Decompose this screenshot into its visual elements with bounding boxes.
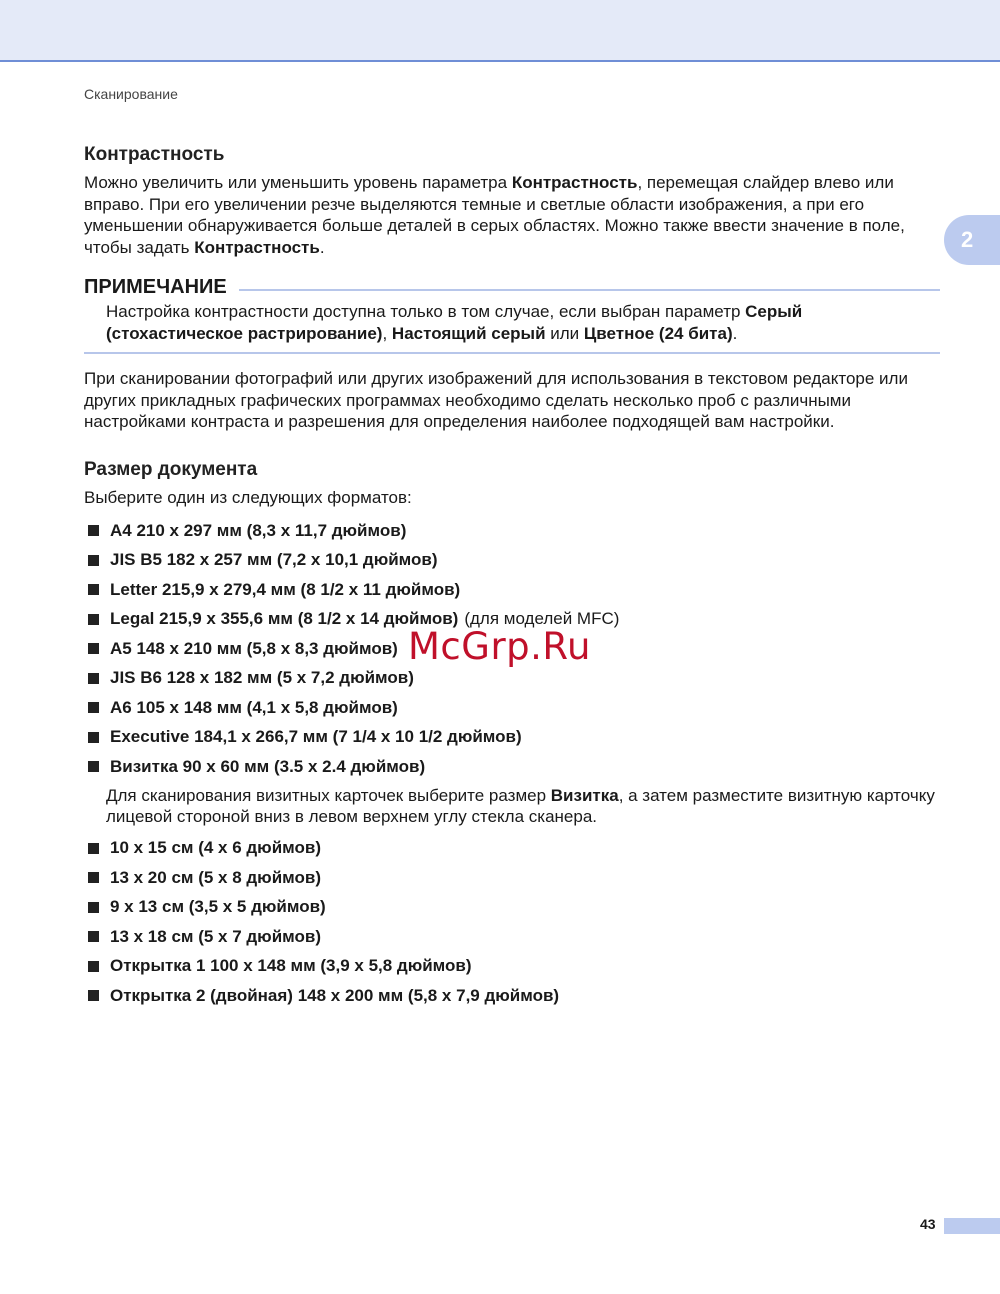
bullet-icon: [88, 843, 99, 854]
note-bold-1: Серый (стохастическое растрирование): [106, 302, 803, 343]
document-size-intro: Выберите один из следующих форматов:: [84, 487, 412, 507]
note-bold-3: Цветное (24 бита): [583, 323, 733, 343]
contrast-text-3: .: [319, 237, 325, 257]
format-label: Letter 215,9 x 279,4 мм (8 1/2 x 11 дюймов): [110, 579, 461, 599]
list-item: [84, 981, 940, 1011]
list-item: [84, 922, 940, 952]
note-text-4: .: [732, 323, 738, 343]
vizitka-note: [84, 785, 940, 828]
note-bold-2: Настоящий серый: [391, 323, 546, 343]
contrast-paragraph: [84, 172, 940, 258]
format-label: A4 210 x 297 мм (8,3 x 11,7 дюймов): [110, 520, 407, 540]
format-label: A5 148 x 210 мм (5,8 x 8,3 дюймов): [110, 638, 398, 658]
vizitka-bold: Визитка: [550, 785, 619, 805]
page-content: [84, 144, 940, 1011]
bullet-icon: [88, 584, 99, 595]
bullet-icon: [88, 643, 99, 654]
contrast-bold-2: Контрастность: [194, 237, 320, 257]
contrast-bold-1: Контрастность: [511, 173, 638, 192]
format-label: JIS B5 182 x 257 мм (7,2 x 10,1 дюймов): [110, 550, 438, 570]
format-list-more: [84, 834, 940, 1011]
note-text-1: Настройка контрастности доступна только в том случае, если выбран параметр: [106, 302, 746, 321]
header-band: [0, 0, 1000, 62]
list-item: [84, 834, 940, 864]
bullet-icon: [88, 902, 99, 913]
bullet-icon: [88, 673, 99, 684]
contrast-heading: Контрастность: [84, 144, 225, 165]
note-body: [84, 301, 940, 344]
format-label: Legal 215,9 x 355,6 мм (8 1/2 x 14 дюймов): [110, 609, 459, 629]
bullet-icon: [88, 732, 99, 743]
format-label: 9 x 13 см (3,5 x 5 дюймов): [110, 897, 326, 917]
list-item: [84, 863, 940, 893]
format-label: JIS B6 128 x 182 мм (5 x 7,2 дюймов): [110, 668, 414, 688]
vizitka-text-2: , а затем разместите визитную карточку лицевой стороной вниз в левом верхнем углу стекла сканера.: [106, 785, 935, 826]
list-item: [84, 752, 940, 782]
photo-paragraph: При сканировании фотографий или других изображений для использования в текстовом редакторе или других прикладных графических программах необходимо сделать несколько проб с различными настройками контраста и разрешения для определения наиболее подходящей вам настройки.: [84, 369, 908, 431]
bullet-icon: [88, 931, 99, 942]
bullet-icon: [88, 614, 99, 625]
bullet-icon: [88, 872, 99, 883]
bullet-icon: [88, 702, 99, 713]
page-number: 43: [920, 1216, 936, 1232]
list-item: [84, 516, 940, 546]
list-item: [84, 893, 940, 923]
running-header: Сканирование: [84, 86, 178, 102]
format-label: Executive 184,1 x 266,7 мм (7 1/4 x 10 1/2 дюймов): [110, 727, 522, 747]
bullet-icon: [88, 990, 99, 1001]
note-text-3: или: [545, 323, 584, 343]
note-text-2: ,: [382, 323, 392, 343]
format-label: 13 x 20 см (5 x 8 дюймов): [110, 867, 321, 887]
list-item: [84, 723, 940, 753]
format-label: 13 x 18 см (5 x 7 дюймов): [110, 926, 321, 946]
bullet-icon: [88, 525, 99, 536]
contrast-text-1: Можно увеличить или уменьшить уровень параметра: [84, 173, 512, 192]
note-header: [84, 276, 940, 299]
note-bottom-rule: [84, 352, 940, 354]
list-item: [84, 546, 940, 576]
bullet-icon: [88, 761, 99, 772]
chapter-number: 2: [961, 227, 974, 252]
page-number-tab: [944, 1218, 1000, 1234]
format-label: 10 x 15 см (4 x 6 дюймов): [110, 838, 321, 858]
format-label: Открытка 1 100 x 148 мм (3,9 x 5,8 дюймов): [110, 956, 472, 976]
contrast-text-2: , перемещая слайдер влево или вправо. При его увеличении резче выделяются темные и светлые области изображения, а при его уменьшении обнаруживается больше деталей в серых областях. Можно также ввести значение в поле, чтобы задать: [84, 173, 905, 257]
bullet-icon: [88, 961, 99, 972]
format-label: Визитка 90 x 60 мм (3.5 x 2.4 дюймов): [110, 756, 426, 776]
format-label: Открытка 2 (двойная) 148 x 200 мм (5,8 x 7,9 дюймов): [110, 985, 560, 1005]
note-top-rule: [239, 289, 940, 291]
list-item: [84, 575, 940, 605]
format-extra: (для моделей MFC): [464, 609, 620, 629]
document-size-heading: Размер документа: [84, 458, 258, 480]
chapter-tab: [944, 215, 1000, 265]
list-item: [84, 693, 940, 723]
bullet-icon: [88, 555, 99, 566]
list-item: [84, 952, 940, 982]
vizitka-text-1: Для сканирования визитных карточек выберите размер: [106, 785, 551, 805]
watermark: McGrp.Ru: [408, 625, 591, 668]
note-title: ПРИМЕЧАНИЕ: [84, 276, 227, 298]
format-label: A6 105 x 148 мм (4,1 x 5,8 дюймов): [110, 697, 398, 717]
